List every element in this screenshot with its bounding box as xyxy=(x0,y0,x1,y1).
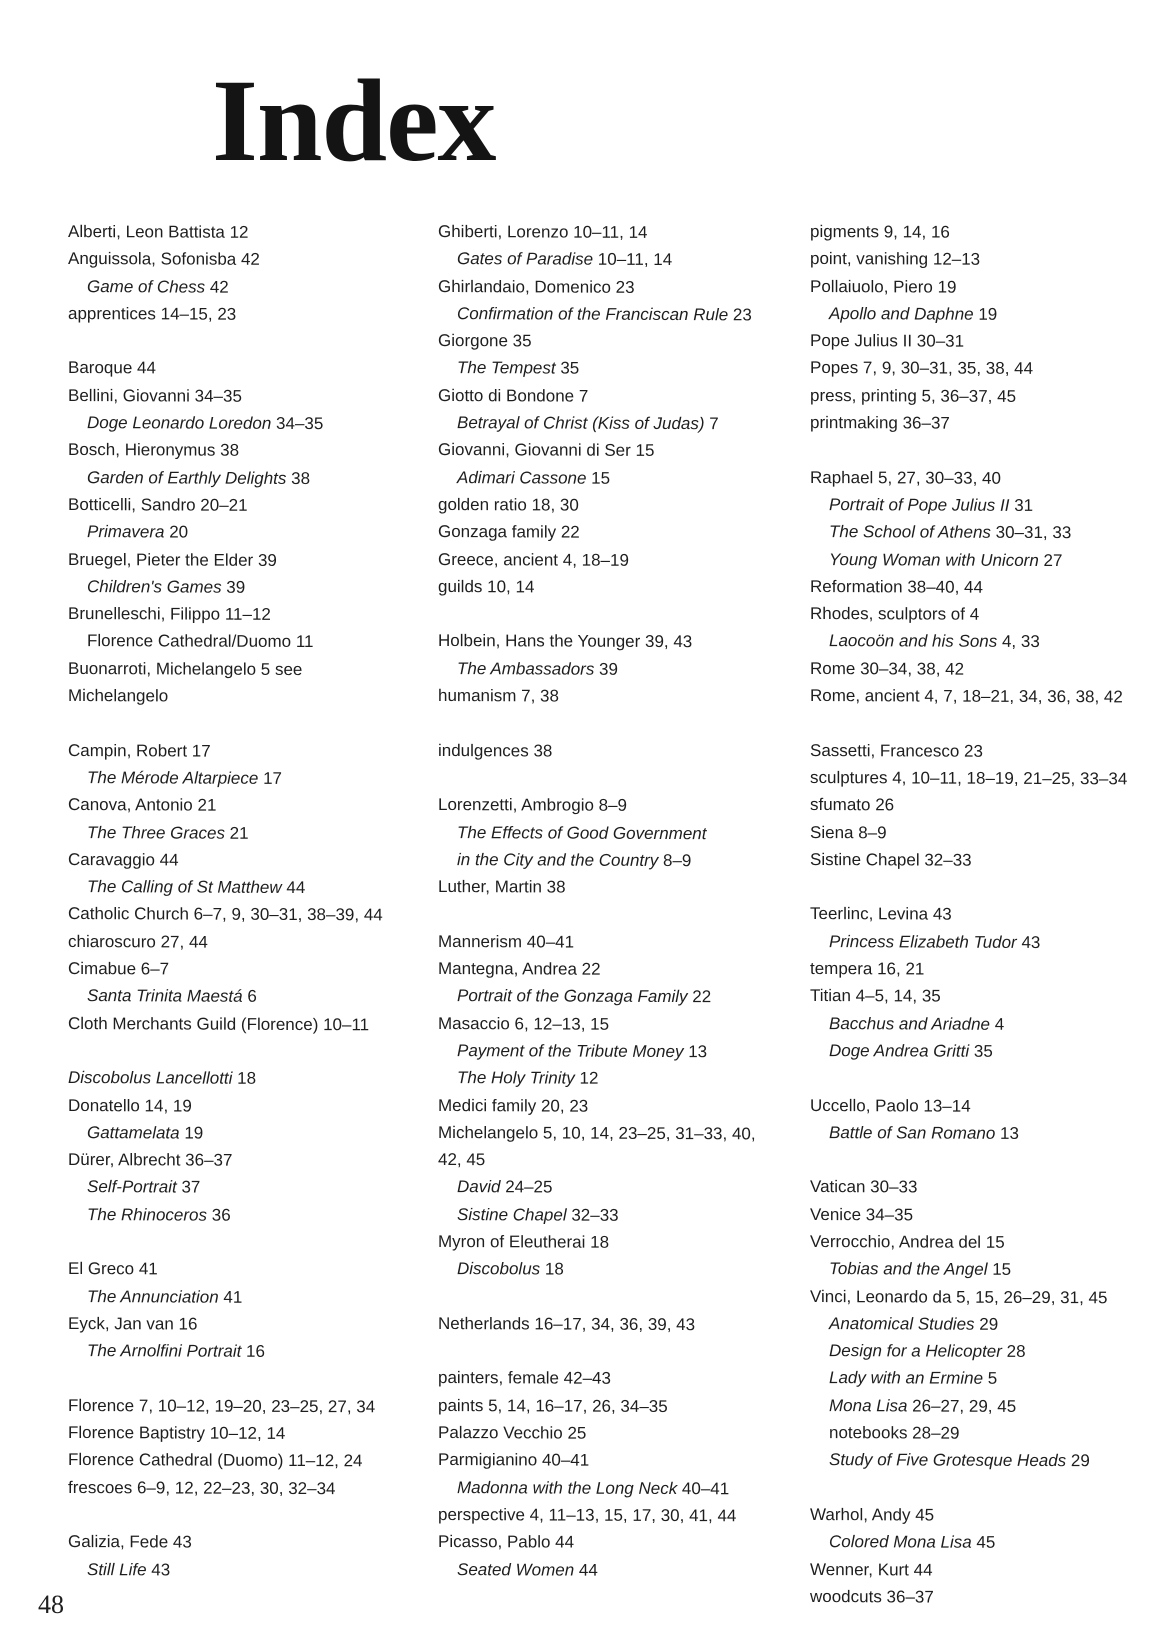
index-gap xyxy=(810,709,1155,738)
index-entry: Vatican 30–33 xyxy=(810,1177,918,1197)
index-entry: Giovanni, Giovanni di Ser 15 xyxy=(438,440,655,461)
work-title: Gattamelata xyxy=(87,1122,180,1143)
page-refs: 26–27, 29, 45 xyxy=(907,1396,1017,1416)
index-entry: Mannerism 40–41 xyxy=(438,931,575,952)
index-subentry xyxy=(438,819,778,848)
index-gap xyxy=(68,709,398,738)
index-entry: Ghirlandaio, Domenico 23 xyxy=(438,276,635,297)
page-title: Index xyxy=(212,55,496,186)
index-gap xyxy=(68,1364,398,1393)
work-title: The Holy Trinity xyxy=(457,1068,575,1088)
page-refs: 18 xyxy=(232,1068,257,1089)
work-title: Bacchus and Ariadne xyxy=(829,1013,990,1034)
work-title: Tobias and the Angel xyxy=(829,1259,988,1280)
index-entry: Ghiberti, Lorenzo 10–11, 14 xyxy=(438,222,648,242)
index-gap xyxy=(810,436,1155,465)
page-refs: 42 xyxy=(205,277,229,297)
index-subentry xyxy=(68,518,398,547)
index-subentry xyxy=(68,1119,398,1148)
work-title: The Calling of St Matthew xyxy=(87,877,282,898)
work-title: Apollo and Daphne xyxy=(829,303,974,324)
index-entry: Bruegel, Pieter the Elder 39 xyxy=(68,549,277,570)
index-subentry xyxy=(810,1446,1155,1475)
index-gap xyxy=(438,709,778,738)
index-subentry: Florence Cathedral/Duomo 11 xyxy=(87,631,314,652)
work-title: The School of Athens xyxy=(829,522,991,543)
page-refs: 43 xyxy=(1016,932,1041,952)
index-gap xyxy=(68,1228,398,1257)
index-subentry xyxy=(438,1255,778,1284)
index-subentry xyxy=(68,764,398,793)
index-entry: frescoes 6–9, 12, 22–23, 30, 32–34 xyxy=(68,1477,336,1498)
page-refs: 23 xyxy=(728,305,752,325)
index-subentry xyxy=(810,1310,1155,1339)
work-title: Discobolus xyxy=(457,1259,541,1279)
page-refs: 13 xyxy=(683,1041,708,1062)
work-title: Sistine Chapel xyxy=(457,1204,567,1225)
index-gap xyxy=(810,1474,1155,1503)
index-gap xyxy=(68,327,398,356)
index-entry: Florence Baptistry 10–12, 14 xyxy=(68,1423,286,1444)
index-entry: Florence Cathedral (Duomo) 11–12, 24 xyxy=(68,1450,363,1471)
index-entry: Galizia, Fede 43 xyxy=(68,1532,192,1552)
index-subentry xyxy=(68,1556,398,1585)
index-entry: Raphael 5, 27, 30–33, 40 xyxy=(810,467,1001,488)
index-entry: Bosch, Hieronymus 38 xyxy=(68,440,240,461)
page-refs: 18 xyxy=(540,1259,564,1279)
index-subentry xyxy=(810,1119,1155,1148)
index-subentry xyxy=(438,982,778,1011)
page-refs: 15 xyxy=(987,1260,1012,1280)
index-entry: Canova, Antonio 21 xyxy=(68,795,217,815)
page-refs: 10–11, 14 xyxy=(593,249,673,270)
index-gap xyxy=(438,900,778,929)
page-refs: 19 xyxy=(179,1123,204,1143)
page-refs: 29 xyxy=(1066,1451,1090,1471)
page-refs: 45 xyxy=(971,1532,996,1553)
index-entry: Cloth Merchants Guild (Florence) 10–11 xyxy=(68,1013,370,1034)
index-entry: tempera 16, 21 xyxy=(810,959,925,979)
index-subentry xyxy=(438,1201,778,1230)
index-column-2 xyxy=(438,218,778,1584)
index-entry: Sistine Chapel 32–33 xyxy=(810,849,972,870)
index-gap xyxy=(810,1064,1155,1093)
index-subentry xyxy=(438,354,778,383)
page-refs: 43 xyxy=(146,1559,171,1579)
page-refs: 15 xyxy=(586,468,611,488)
work-title: Seated Women xyxy=(457,1559,575,1580)
index-subentry xyxy=(438,655,778,684)
index-entry: Eyck, Jan van 16 xyxy=(68,1313,198,1334)
index-entry: indulgences 38 xyxy=(438,740,553,761)
index-subentry xyxy=(810,627,1155,656)
index-entry: Medici family 20, 23 xyxy=(438,1095,589,1116)
page-refs: 21 xyxy=(224,823,249,843)
work-title: Children's Games xyxy=(87,576,222,597)
work-title: Portrait of the Gonzaga Family xyxy=(457,986,688,1007)
index-entry: sculptures 4, 10–11, 18–19, 21–25, 33–34 xyxy=(810,767,1128,789)
index-subentry: notebooks 28–29 xyxy=(829,1423,960,1443)
page-refs: 5 xyxy=(983,1369,998,1389)
index-entry: Campin, Robert 17 xyxy=(68,740,211,761)
index-gap xyxy=(438,600,778,629)
index-entry: Alberti, Leon Battista 12 xyxy=(68,222,249,242)
page-refs: 32–33 xyxy=(566,1205,619,1225)
index-entry: Giorgone 35 xyxy=(438,331,532,351)
page-refs: 19 xyxy=(973,304,998,324)
index-gap xyxy=(68,1037,398,1066)
index-subentry xyxy=(68,873,398,902)
index-subentry xyxy=(810,1528,1155,1557)
index-subentry xyxy=(810,1037,1155,1066)
index-subentry xyxy=(438,1064,778,1093)
page-refs: 8–9 xyxy=(658,850,692,870)
index-subentry xyxy=(438,409,778,438)
index-entry: Pollaiuolo, Piero 19 xyxy=(810,276,957,297)
index-entry: Gonzaga family 22 xyxy=(438,522,580,542)
index-entry: Sassetti, Francesco 23 xyxy=(810,740,983,761)
work-title: The Mérode Altarpiece xyxy=(87,768,259,788)
page-refs: 13 xyxy=(995,1123,1019,1143)
work-title: Portrait of Pope Julius II xyxy=(829,495,1010,515)
index-entry: Uccello, Paolo 13–14 xyxy=(810,1095,971,1116)
index-entry: Teerlinc, Levina 43 xyxy=(810,904,952,925)
work-title: Betrayal of Christ (Kiss of Judas) xyxy=(457,413,705,434)
index-subentry xyxy=(810,491,1155,520)
index-entry: sfumato 26 xyxy=(810,795,895,815)
page-refs: 39 xyxy=(594,659,618,679)
index-entry: Holbein, Hans the Younger 39, 43 xyxy=(438,631,693,652)
page-refs: 37 xyxy=(176,1177,201,1197)
index-subentry xyxy=(68,409,398,438)
index-entry: Buonarroti, Michelangelo 5 see xyxy=(68,658,303,679)
index-entry: Caravaggio 44 xyxy=(68,849,179,870)
index-entry: Rome, ancient 4, 7, 18–21, 34, 36, 38, 42 xyxy=(810,686,1123,707)
page-refs: 44 xyxy=(574,1560,598,1580)
work-title: Madonna with the Long Neck xyxy=(457,1477,678,1498)
index-subentry xyxy=(68,1173,398,1202)
index-column-1 xyxy=(68,218,398,1584)
index-entry: Pope Julius II 30–31 xyxy=(810,331,965,351)
page-refs: 31 xyxy=(1009,495,1034,515)
work-title: Colored Mona Lisa xyxy=(829,1532,972,1552)
page-refs: 41 xyxy=(218,1287,243,1307)
index-entry: Cimabue 6–7 xyxy=(68,959,170,979)
page-refs: 12 xyxy=(574,1068,599,1088)
work-title: Adimari Cassone xyxy=(457,467,587,488)
work-title: Confirmation of the Franciscan Rule xyxy=(457,303,729,325)
index-entry: Reformation 38–40, 44 xyxy=(810,576,983,597)
work-title: The Three Graces xyxy=(87,822,225,843)
work-title: Young Woman with Unicorn xyxy=(829,549,1039,570)
work-title: Payment of the Tribute Money xyxy=(457,1040,684,1061)
index-subentry xyxy=(68,1283,398,1312)
index-entry: Wenner, Kurt 44 xyxy=(810,1559,933,1580)
index-entry: Rhodes, sculptors of 4 xyxy=(810,604,980,624)
page-refs: 44 xyxy=(281,878,306,898)
index-entry: chiaroscuro 27, 44 xyxy=(68,931,208,952)
index-subentry xyxy=(438,464,778,493)
index-gap xyxy=(810,1146,1155,1175)
index-entry: painters, female 42–43 xyxy=(438,1368,611,1389)
page-refs: 24–25 xyxy=(500,1177,553,1197)
index-gap xyxy=(68,1501,398,1530)
index-entry: press, printing 5, 36–37, 45 xyxy=(810,385,1017,406)
work-title: Santa Trinita Maestá xyxy=(87,986,243,1007)
work-title: Laocoön and his Sons xyxy=(829,631,998,652)
index-entry: Botticelli, Sandro 20–21 xyxy=(68,494,248,515)
work-title: Doge Andrea Gritti xyxy=(829,1040,970,1061)
page-refs: 29 xyxy=(974,1314,999,1334)
index-subentry xyxy=(438,300,778,329)
page-refs: 22 xyxy=(687,987,712,1007)
index-entry: Michelangelo xyxy=(68,686,169,706)
page-refs: 40–41 xyxy=(677,1478,730,1498)
index-entry: Baroque 44 xyxy=(68,358,156,378)
work-title: Mona Lisa xyxy=(829,1395,908,1416)
page-refs: 34–35 xyxy=(271,413,324,434)
index-column-3 xyxy=(810,218,1155,1612)
index-entry: Netherlands 16–17, 34, 36, 39, 43 xyxy=(438,1313,696,1334)
index-entry: Brunelleschi, Filippo 11–12 xyxy=(68,604,271,625)
index-subentry xyxy=(438,245,778,274)
work-title: Garden of Earthly Delights xyxy=(87,467,287,488)
index-entry: Mantegna, Andrea 22 xyxy=(438,959,601,979)
page-refs: 27 xyxy=(1038,550,1063,570)
index-entry: Verrocchio, Andrea del 15 xyxy=(810,1231,1005,1252)
index-subentry xyxy=(810,546,1155,575)
index-entry: Rome 30–34, 38, 42 xyxy=(810,658,965,679)
index-entry: Warhol, Andy 45 xyxy=(810,1504,935,1525)
index-subentry xyxy=(68,464,398,493)
index-subentry xyxy=(68,819,398,848)
index-subentry xyxy=(810,1392,1155,1421)
index-entry: paints 5, 14, 16–17, 26, 34–35 xyxy=(438,1395,668,1416)
index-gap xyxy=(438,1283,778,1312)
work-title: in the City and the Country xyxy=(457,849,659,870)
page-refs: 35 xyxy=(969,1041,993,1061)
index-entry: guilds 10, 14 xyxy=(438,576,535,597)
index-gap xyxy=(810,873,1155,902)
index-subentry xyxy=(810,1337,1155,1366)
page-refs: 30–31, 33 xyxy=(990,523,1072,543)
page-refs: 4, 33 xyxy=(997,632,1040,652)
work-title: Game of Chess xyxy=(87,276,206,297)
page-refs: 17 xyxy=(258,768,282,788)
index-entry: Dürer, Albrecht 36–37 xyxy=(68,1150,233,1170)
page-refs: 6 xyxy=(242,987,257,1007)
index-subentry xyxy=(810,300,1155,329)
index-subentry xyxy=(810,1364,1155,1393)
work-title: The Ambassadors xyxy=(457,658,595,679)
index-entry: printmaking 36–37 xyxy=(810,413,950,433)
index-entry: apprentices 14–15, 23 xyxy=(68,303,237,324)
index-entry: Myron of Eleutherai 18 xyxy=(438,1231,610,1252)
index-subentry xyxy=(68,1337,398,1366)
page-refs: 38 xyxy=(286,468,311,488)
work-title: Battle of San Romano xyxy=(829,1122,996,1143)
index-subentry xyxy=(438,846,778,875)
index-entry: Picasso, Pablo 44 xyxy=(438,1532,575,1552)
index-entry: Lorenzetti, Ambrogio 8–9 xyxy=(438,795,628,816)
index-entry: Greece, ancient 4, 18–19 xyxy=(438,549,629,570)
index-subentry xyxy=(68,1201,398,1230)
page-refs: 7 xyxy=(704,414,719,434)
index-entry: Anguissola, Sofonisba 42 xyxy=(68,249,260,270)
index-entry: point, vanishing 12–13 xyxy=(810,249,981,270)
index-subentry xyxy=(438,1173,778,1202)
index-subentry xyxy=(810,928,1155,957)
index-entry: El Greco 41 xyxy=(68,1259,158,1279)
index-entry: Titian 4–5, 14, 35 xyxy=(810,986,941,1006)
work-title: The Arnolfini Portrait xyxy=(87,1341,242,1361)
index-subentry xyxy=(810,1255,1155,1284)
index-entry: Popes 7, 9, 30–31, 35, 38, 44 xyxy=(810,358,1034,379)
page-refs: 35 xyxy=(555,358,580,379)
index-entry: Donatello 14, 19 xyxy=(68,1095,192,1116)
work-title: Design for a Helicopter xyxy=(829,1341,1002,1362)
page-refs: 28 xyxy=(1001,1342,1026,1362)
index-subentry xyxy=(68,573,398,602)
page-refs: 36 xyxy=(207,1205,231,1225)
index-gap xyxy=(438,764,778,793)
work-title: The Annunciation xyxy=(87,1286,219,1307)
index-entry: golden ratio 18, 30 xyxy=(438,494,579,515)
page-number: 48 xyxy=(38,1590,64,1619)
index-subentry xyxy=(438,1037,778,1066)
index-entry: Venice 34–35 xyxy=(810,1204,914,1225)
index-subentry xyxy=(68,273,398,302)
index-entry: Siena 8–9 xyxy=(810,822,887,842)
work-title: Study of Five Grotesque Heads xyxy=(829,1450,1067,1471)
work-title: Primavera xyxy=(87,522,165,542)
page-refs: 20 xyxy=(164,522,189,542)
index-entry: Luther, Martin 38 xyxy=(438,877,566,897)
work-title: Self-Portrait xyxy=(87,1177,177,1197)
work-title: The Tempest xyxy=(457,358,556,378)
index-entry: 42, 45 xyxy=(438,1150,486,1170)
index-subentry xyxy=(810,1010,1155,1039)
index-entry: Masaccio 6, 12–13, 15 xyxy=(438,1013,610,1034)
index-entry: Vinci, Leonardo da 5, 15, 26–29, 31, 45 xyxy=(810,1286,1108,1307)
index-entry: Catholic Church 6–7, 9, 30–31, 38–39, 44 xyxy=(68,904,383,925)
index-subentry xyxy=(810,518,1155,547)
page-refs: 39 xyxy=(221,577,246,597)
index-entry: Florence 7, 10–12, 19–20, 23–25, 27, 34 xyxy=(68,1395,376,1417)
page-refs: 4 xyxy=(989,1014,1005,1034)
index-entry: woodcuts 36–37 xyxy=(810,1586,934,1607)
index-entry: Michelangelo 5, 10, 14, 23–25, 31–33, 40, xyxy=(438,1122,756,1144)
work-title: Princess Elizabeth Tudor xyxy=(829,931,1017,952)
index-gap xyxy=(438,1337,778,1366)
work-title: David xyxy=(457,1177,501,1197)
work-title: Still Life xyxy=(87,1559,147,1579)
work-title: Anatomical Studies xyxy=(829,1313,975,1334)
index-entry: Parmigianino 40–41 xyxy=(438,1450,590,1471)
index-subentry xyxy=(438,1556,778,1585)
work-title: Lady with an Ermine xyxy=(829,1368,984,1389)
work-title: Discobolus Lancellotti xyxy=(68,1068,233,1088)
work-title: Gates of Paradise xyxy=(457,249,594,269)
index-entry: Palazzo Vecchio 25 xyxy=(438,1423,587,1443)
index-entry: Giotto di Bondone 7 xyxy=(438,385,589,406)
page-refs: 16 xyxy=(241,1341,265,1362)
index-entry: Bellini, Giovanni 34–35 xyxy=(68,385,242,406)
work-title: Doge Leonardo Loredon xyxy=(87,413,272,433)
index-subentry xyxy=(438,1474,778,1503)
index-entry: perspective 4, 11–13, 15, 17, 30, 41, 44 xyxy=(438,1504,737,1526)
index-entry: pigments 9, 14, 16 xyxy=(810,222,950,242)
index-entry xyxy=(68,1064,398,1093)
index-entry: humanism 7, 38 xyxy=(438,686,559,706)
work-title: The Effects of Good Government xyxy=(457,822,707,843)
index-subentry xyxy=(68,982,398,1011)
work-title: The Rhinoceros xyxy=(87,1204,208,1225)
